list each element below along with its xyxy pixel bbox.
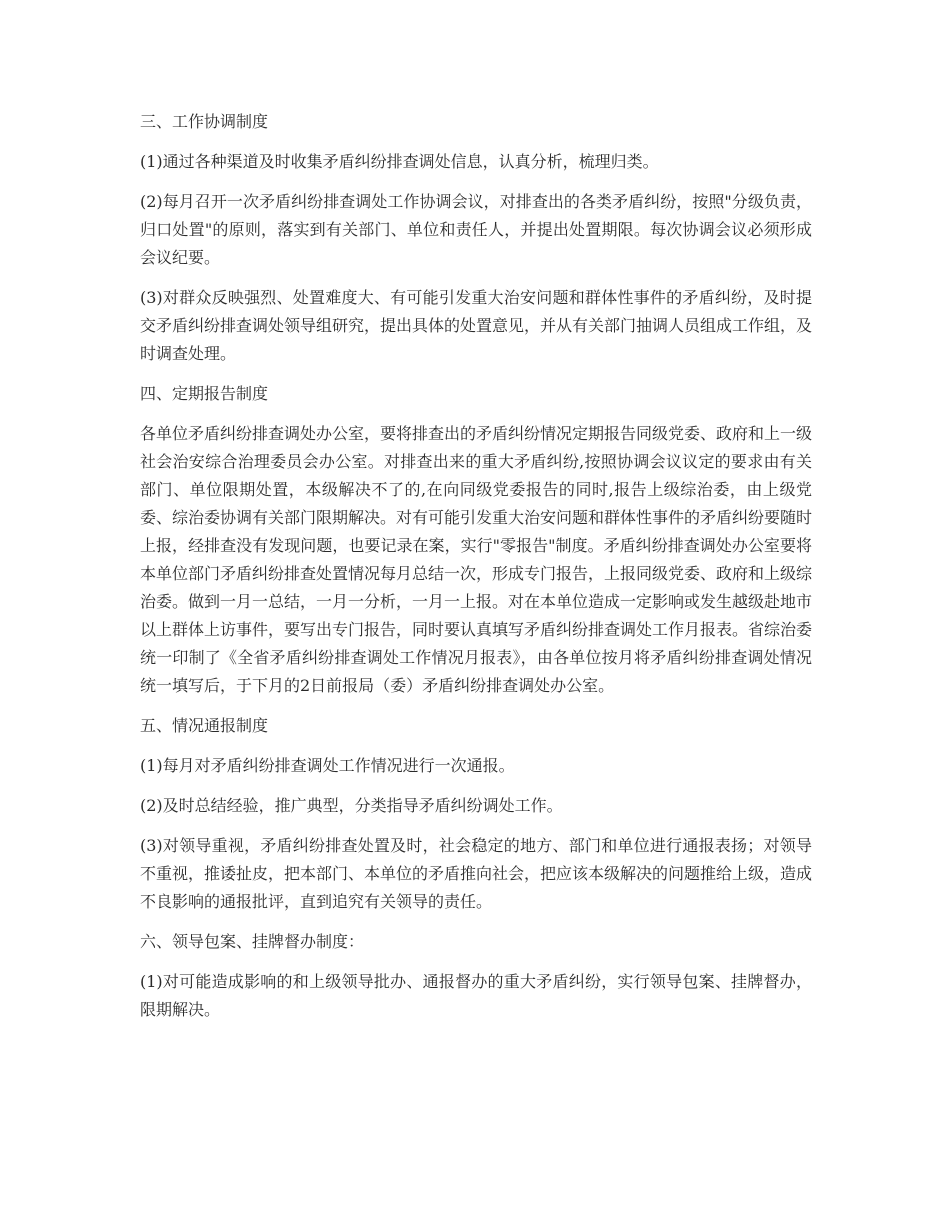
- section-heading-notification: 五、情况通报制度: [140, 716, 269, 735]
- paragraph: (2)每月召开一次矛盾纠纷排查调处工作协调会议，对排查出的各类矛盾纠纷，按照"分级负责，归口处置"的原则，落实到有关部门、单位和责任人，并提出处置期限。每次协调会议必须形成会议纪要。: [140, 192, 812, 267]
- paragraph: (2)及时总结经验，推广典型，分类指导矛盾纠纷调处工作。: [140, 796, 563, 815]
- paragraph: (3)对群众反映强烈、处置难度大、有可能引发重大治安问题和群体性事件的矛盾纠纷，及时提交矛盾纠纷排查调处领导组研究，提出具体的处置意见，并从有关部门抽调人员组成工作组，及时调查处理。: [140, 288, 813, 363]
- paragraph: (1)每月对矛盾纠纷排查调处工作情况进行一次通报。: [140, 756, 515, 775]
- paragraph: (1)对可能造成影响的和上级领导批办、通报督办的重大矛盾纠纷，实行领导包案、挂牌督办，限期解决。: [140, 972, 812, 1019]
- section-heading-leadership: 六、领导包案、挂牌督办制度：: [140, 932, 365, 951]
- paragraph: (3)对领导重视，矛盾纠纷排查处置及时，社会稳定的地方、部门和单位进行通报表扬；对领导不重视，推诿扯皮，把本部门、本单位的矛盾推向社会，把应该本级解决的问题推给上级，造成不良影响的通报批评，直到追究有关领导的责任。: [140, 836, 813, 911]
- section-heading-reporting: 四、定期报告制度: [140, 384, 269, 403]
- section-heading-coordination: 三、工作协调制度: [140, 112, 269, 131]
- document-page: [140, 108, 812, 1036]
- paragraph: (1)通过各种渠道及时收集矛盾纠纷排查调处信息，认真分析，梳理归类。: [140, 152, 659, 171]
- paragraph: 各单位矛盾纠纷排查调处办公室，要将排查出的矛盾纠纷情况定期报告同级党委、政府和上一级社会治安综合治理委员会办公室。对排查出来的重大矛盾纠纷,按照协调会议议定的要求由有关部门、单位限期处置，本级解决不了的,在向同级党委报告的同时,报告上级综治委，由上级党委、综治委协调有关部门限期解决。对有可能引发重大治安问题和群体性事件的矛盾纠纷要随时上报，经排查没有发现问题，也要记录在案，实行"零报告"制度。矛盾纠纷排查调处办公室要将本单位部门矛盾纠纷排查处置情况每月总结一次，形成专门报告，上报同级党委、政府和上级综治委。做到一月一总结，一月一分析，一月一上报。对在本单位造成一定影响或发生越级赴地市以上群体上访事件，要写出专门报告，同时要认真填写矛盾纠纷排查调处工作月报表。省综治委统一印制了《全省矛盾纠纷排查调处工作情况月报表》，由各单位按月将矛盾纠纷排查调处情况统一填写后，于下月的2日前报局（委）矛盾纠纷排查调处办公室。: [140, 424, 813, 695]
